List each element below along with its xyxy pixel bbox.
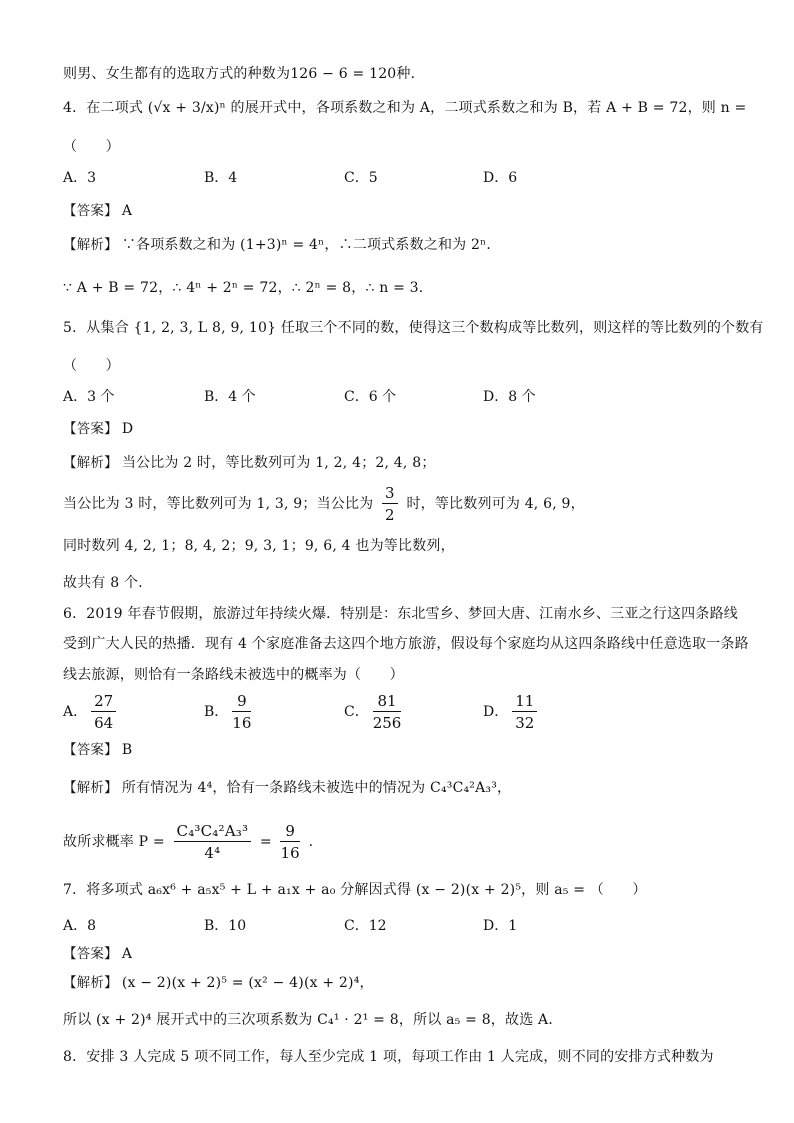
fraction-numerator: 9 [232, 692, 251, 712]
answer-tag: 【答案】 [63, 742, 118, 758]
text-line [63, 820, 313, 864]
q4-choices [63, 168, 743, 190]
fraction-denominator: 16 [280, 844, 300, 862]
answer-bracket: （ ） [63, 139, 120, 155]
analysis-line [63, 973, 374, 993]
fraction-numerator: 11 [512, 692, 537, 712]
choice-label: B． [204, 704, 229, 720]
fraction-numerator: 81 [373, 692, 402, 712]
choice-d [483, 690, 541, 734]
text-segment: . [308, 834, 314, 850]
q7-choices [63, 916, 743, 938]
choice-label: C． [344, 704, 369, 720]
text-line: 则男、女生都有的选取方式的种数为126 − 6 = 120种． [63, 66, 425, 82]
analysis-line [63, 453, 436, 473]
fraction [174, 822, 252, 862]
fraction-denominator: 256 [372, 714, 402, 732]
choice-a: A．3 个 [63, 389, 115, 405]
fraction-denominator: 4⁴ [204, 844, 221, 862]
answer-value: B [121, 742, 133, 758]
fraction [512, 692, 537, 732]
answer-line [63, 740, 132, 760]
answer-tag: 【答案】 [63, 421, 118, 437]
answer-bracket: （ ） [63, 358, 120, 374]
choice-d: D．6 [483, 170, 518, 186]
text-segment: = [259, 834, 272, 850]
fraction [232, 692, 251, 732]
choice-b: B．4 个 [204, 389, 256, 405]
text-line: 所以 (x + 2)⁴ 展开式中的三次项系数为 C₄¹ · 2¹ = 8，所以 a₅ = 8，故选 A． [63, 1012, 563, 1028]
analysis-tag: 【解析】 [63, 237, 118, 253]
fraction-denominator: 16 [232, 714, 252, 732]
analysis-text: ∵各项系数之和为 (1+3)ⁿ = 4ⁿ，∴二项式系数之和为 2ⁿ． [121, 237, 501, 253]
answer-value: A [121, 946, 133, 962]
choice-d: D．1 [483, 918, 518, 934]
fraction-denominator: 2 [385, 506, 395, 524]
choice-c [344, 690, 405, 734]
fraction [373, 692, 402, 732]
text-line: 同时数列 4, 2, 1；8, 4, 2；9, 3, 1；9, 6, 4 也为等比数列， [63, 538, 455, 554]
analysis-text: 当公比为 2 时，等比数列可为 1, 2, 4；2, 4, 8； [121, 455, 436, 471]
analysis-line [63, 778, 511, 798]
choice-label: D． [483, 704, 509, 720]
answer-value: A [121, 203, 133, 219]
question-8: 8．安排 3 人完成 5 项不同工作，每人至少完成 1 项，每项工作由 1 人完成，则不同的安排方式种数为 [63, 1049, 714, 1065]
choice-d: D．8 个 [483, 389, 536, 405]
answer-line [63, 944, 132, 964]
analysis-tag: 【解析】 [63, 780, 118, 796]
question-4: 4．在二项式 (√x + 3/x)ⁿ 的展开式中，各项系数之和为 A，二项式系数之和为 B，若 A + B = 72，则 n = [63, 100, 747, 116]
text-segment: 时，等比数列可为 4, 6, 9， [406, 496, 585, 512]
answer-line [63, 419, 133, 439]
choice-a: A．3 [63, 170, 97, 186]
choice-a [63, 690, 120, 734]
answer-line [63, 201, 132, 221]
choice-b [204, 690, 255, 734]
fraction-numerator: 27 [91, 692, 116, 712]
fraction-numerator: 3 [382, 484, 398, 504]
analysis-tag: 【解析】 [63, 975, 118, 991]
fraction [91, 692, 116, 732]
answer-value: D [121, 421, 134, 437]
text-line: ∵ A + B = 72，∴ 4ⁿ + 2ⁿ = 72，∴ 2ⁿ = 8，∴ n = 3． [63, 280, 433, 296]
question-6-cont: 线去旅源，则恰有一条路线未被选中的概率为（ ） [63, 667, 404, 683]
text-line [63, 484, 585, 524]
question-7: 7．将多项式 a₆x⁶ + a₅x⁵ + L + a₁x + a₀ 分解因式得 (x − 2)(x + 2)⁵，则 a₅ = （ ） [63, 882, 647, 898]
analysis-tag: 【解析】 [63, 455, 118, 471]
fraction-denominator: 32 [515, 714, 535, 732]
answer-tag: 【答案】 [63, 946, 118, 962]
choice-c: C．5 [344, 170, 378, 186]
choice-a: A．8 [63, 918, 97, 934]
choice-b: B．4 [204, 170, 238, 186]
choice-c: C．6 个 [344, 389, 397, 405]
choice-label: A． [63, 704, 88, 720]
fraction [382, 484, 398, 524]
question-6: 6．2019 年春节假期，旅游过年持续火爆．特别是：东北雪乡、梦回大唐、江南水乡、三亚之行这四条路线 [63, 606, 738, 622]
analysis-line [63, 235, 501, 255]
question-5: 5．从集合 {1, 2, 3, L 8, 9, 10} 任取三个不同的数，使得这三个数构成等比数列，则这样的等比数列的个数有 [63, 320, 764, 336]
answer-tag: 【答案】 [63, 203, 118, 219]
q5-choices [63, 387, 743, 409]
fraction-numerator: 9 [280, 822, 300, 842]
question-6-cont: 受到广大人民的热播．现有 4 个家庭准备去这四个地方旅游，假设每个家庭均从这四条路线中任意选取一条路 [63, 636, 749, 652]
analysis-text: 所有情况为 4⁴，恰有一条路线未被选中的情况为 C₄³C₄²A₃³， [121, 780, 512, 796]
analysis-text: (x − 2)(x + 2)⁵ = (x² − 4)(x + 2)⁴， [121, 975, 374, 991]
choice-b: B．10 [204, 918, 247, 934]
q6-choices [63, 690, 743, 736]
fraction [280, 822, 300, 862]
choice-c: C．12 [344, 918, 387, 934]
fraction-numerator: C₄³C₄²A₃³ [174, 822, 252, 842]
text-line: 故共有 8 个． [63, 575, 153, 591]
text-segment: 故所求概率 P = [63, 834, 165, 850]
fraction-denominator: 64 [94, 714, 114, 732]
text-segment: 当公比为 3 时，等比数列可为 1, 3, 9；当公比为 [63, 496, 374, 512]
